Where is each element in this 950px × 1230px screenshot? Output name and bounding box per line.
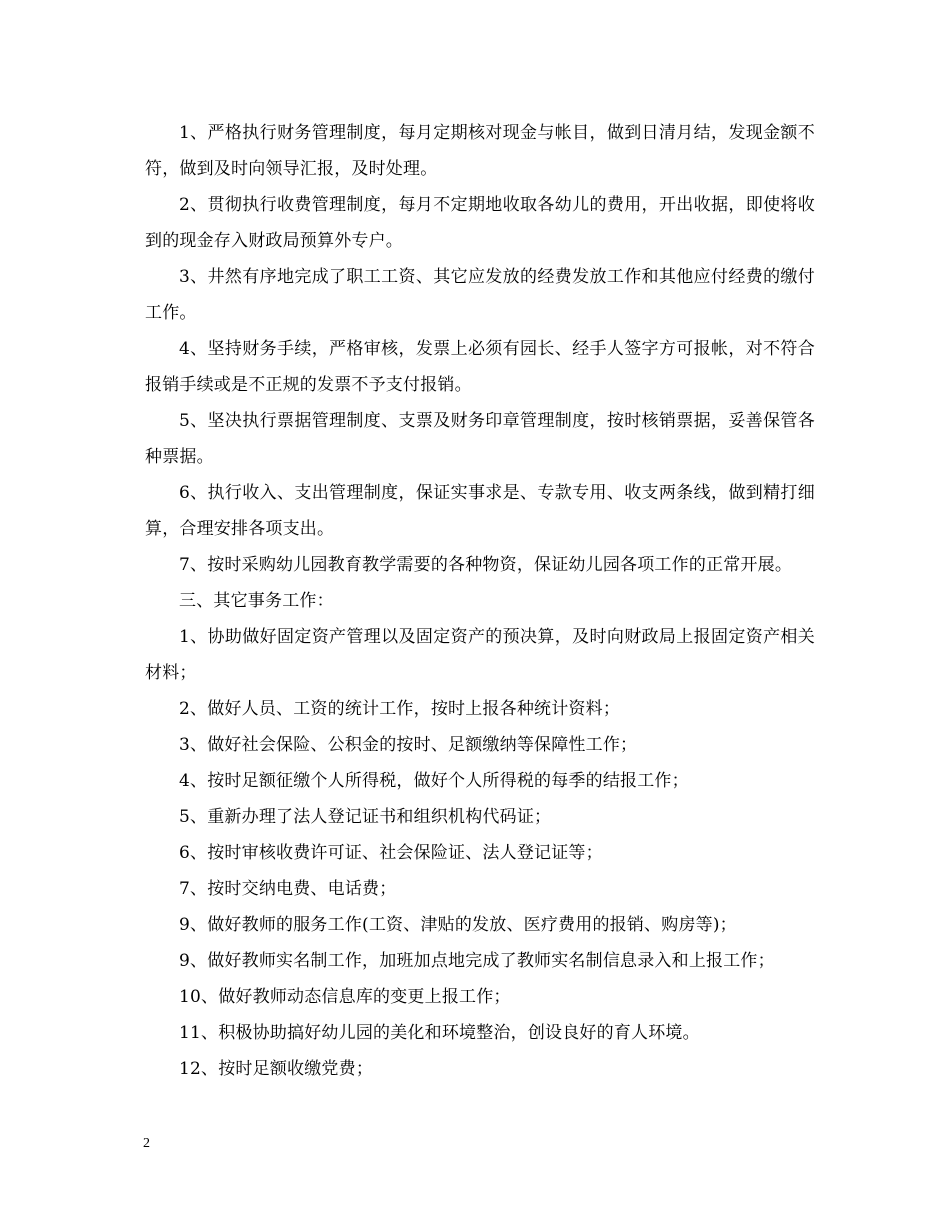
paragraph: 2、做好人员、工资的统计工作，按时上报各种统计资料； (179, 699, 621, 719)
paragraph: 11、积极协助搞好幼儿园的美化和环境整治，创设良好的育人环境。 (179, 1023, 700, 1043)
section-heading: 三、其它事务工作： (179, 591, 334, 611)
paragraph: 1、协助做好固定资产管理以及固定资产的预决算，及时向财政局上报固定资产相关材料； (145, 627, 815, 683)
paragraph: 4、按时足额征缴个人所得税，做好个人所得税的每季的结报工作； (179, 771, 689, 791)
paragraph: 12、按时足额收缴党费； (179, 1059, 374, 1079)
paragraph: 7、按时交纳电费、电话费； (179, 879, 397, 899)
paragraph: 7、按时采购幼儿园教育教学需要的各种物资，保证幼儿园各项工作的正常开展。 (179, 555, 793, 575)
paragraph: 9、做好教师的服务工作(工资、津贴的发放、医疗费用的报销、购房等)； (179, 915, 737, 935)
paragraph: 3、做好社会保险、公积金的按时、足额缴纳等保障性工作； (179, 735, 638, 755)
paragraph: 9、做好教师实名制工作，加班加点地完成了教师实名制信息录入和上报工作； (179, 951, 775, 971)
paragraph: 10、做好教师动态信息库的变更上报工作； (179, 987, 511, 1007)
paragraph: 1、严格执行财务管理制度，每月定期核对现金与帐目，做到日清月结，发现金额不符，做到及时向领导汇报，及时处理。 (145, 123, 815, 179)
page-number: 2 (143, 1136, 150, 1151)
document-body (145, 115, 815, 1087)
paragraph: 6、执行收入、支出管理制度，保证实事求是、专款专用、收支两条线，做到精打细算，合理安排各项支出。 (145, 483, 815, 539)
paragraph: 6、按时审核收费许可证、社会保险证、法人登记证等； (179, 843, 603, 863)
paragraph: 5、重新办理了法人登记证书和组织机构代码证； (179, 807, 552, 827)
paragraph: 3、井然有序地完成了职工工资、其它应发放的经费发放工作和其他应付经费的缴付工作。 (145, 267, 815, 323)
paragraph: 2、贯彻执行收费管理制度，每月不定期地收取各幼儿的费用，开出收据，即使将收到的现金存入财政局预算外专户。 (145, 195, 815, 251)
paragraph: 5、坚决执行票据管理制度、支票及财务印章管理制度，按时核销票据，妥善保管各种票据。 (145, 411, 815, 467)
paragraph: 4、坚持财务手续，严格审核，发票上必须有园长、经手人签字方可报帐，对不符合报销手续或是不正规的发票不予支付报销。 (145, 339, 815, 395)
